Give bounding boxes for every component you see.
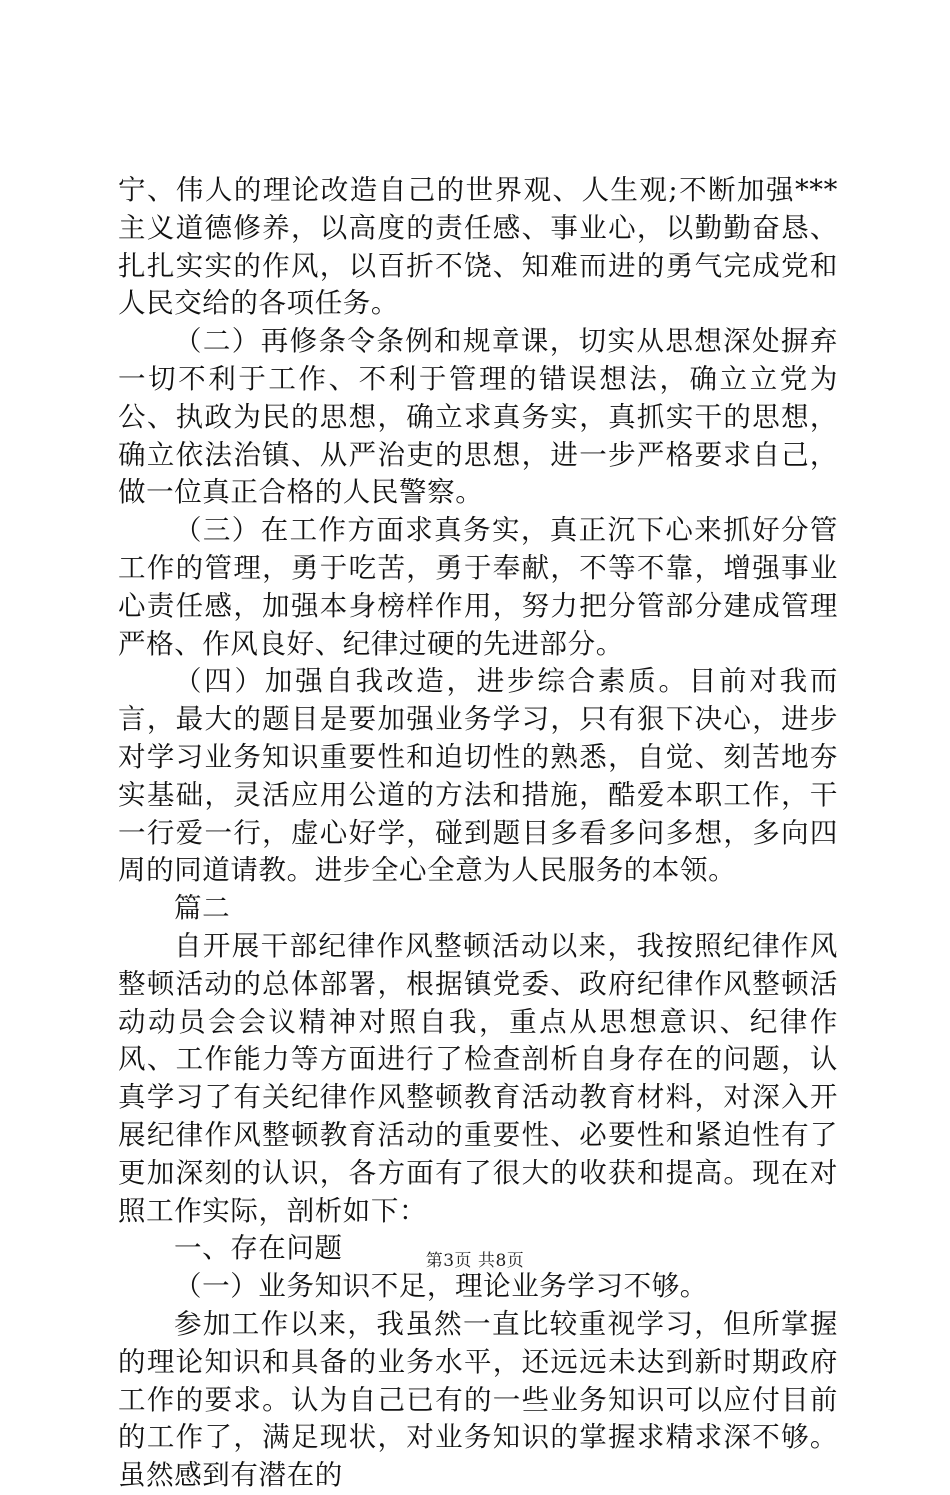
paragraph-problem-1-detail: 参加工作以来，我虽然一直比较重视学习，但所掌握的理论知识和具备的业务水平，还远远未达到新时期政府工作的要求。认为自己已有的一些业务知识可以应付目前的工作了，满足现状，对业务知识的掌握求精求深不够。虽然感到有潜在的 <box>118 1307 838 1492</box>
paragraph-continuation: 宁、伟人的理论改造自己的世界观、人生观;不断加强***主义道德修养，以高度的责任感、事业心，以勤勤奋恳、扎扎实实的作风，以百折不饶、知难而进的勇气完成党和人民交给的各项任务。 <box>118 174 838 320</box>
heading-existing-problems: 一、存在问题 <box>174 1232 343 1265</box>
paragraph-intro: 自开展干部纪律作风整顿活动以来，我按照纪律作风整顿活动的总体部署，根据镇党委、政府纪律作风整顿活动动员会会议精神对照自我，重点从思想意识、纪律作风、工作能力等方面进行了检查剖析自身存在的问题，认真学习了有关纪律作风整顿教育活动教育材料，对深入开展纪律作风整顿教育活动的重要性、必要性和紧迫性有了更加深刻的认识，各方面有了很大的收获和提高。现在对照工作实际，剖析如下： <box>118 929 838 1227</box>
page-number-footer: 第3页 共8页 <box>425 1251 525 1271</box>
section-heading-part-two: 篇二 <box>174 892 231 925</box>
subheading-problem-1: （一）业务知识不足，理论业务学习不够。 <box>174 1270 708 1303</box>
paragraph-item-4: （四）加强自我改造，进步综合素质。目前对我而言，最大的题目是要加强业务学习，只有狠下决心，进步对学习业务知识重要性和迫切性的熟悉，自觉、刻苦地夯实基础，灵活应用公道的方法和措施，酷爱本职工作，干一行爱一行，虚心好学，碰到题目多看多问多想，多向四周的同道请教。进步全心全意为人民服务的本领。 <box>118 665 838 887</box>
paragraph-item-2: （二）再修条令条例和规章课，切实从思想深处摒弃一切不利于工作、不利于管理的错误想法，确立立党为公、执政为民的思想，确立求真务实，真抓实干的思想，确立依法治镇、从严治吏的思想，进一步严格要求自己，做一位真正合格的人民警察。 <box>118 325 838 509</box>
document-body <box>118 172 838 1495</box>
paragraph-item-3: （三）在工作方面求真务实，真正沉下心来抓好分管工作的管理，勇于吃苦，勇于奉献，不等不靠，增强事业心责任感，加强本身榜样作用，努力把分管部分建成管理严格、作风良好、纪律过硬的先进部分。 <box>118 514 838 660</box>
